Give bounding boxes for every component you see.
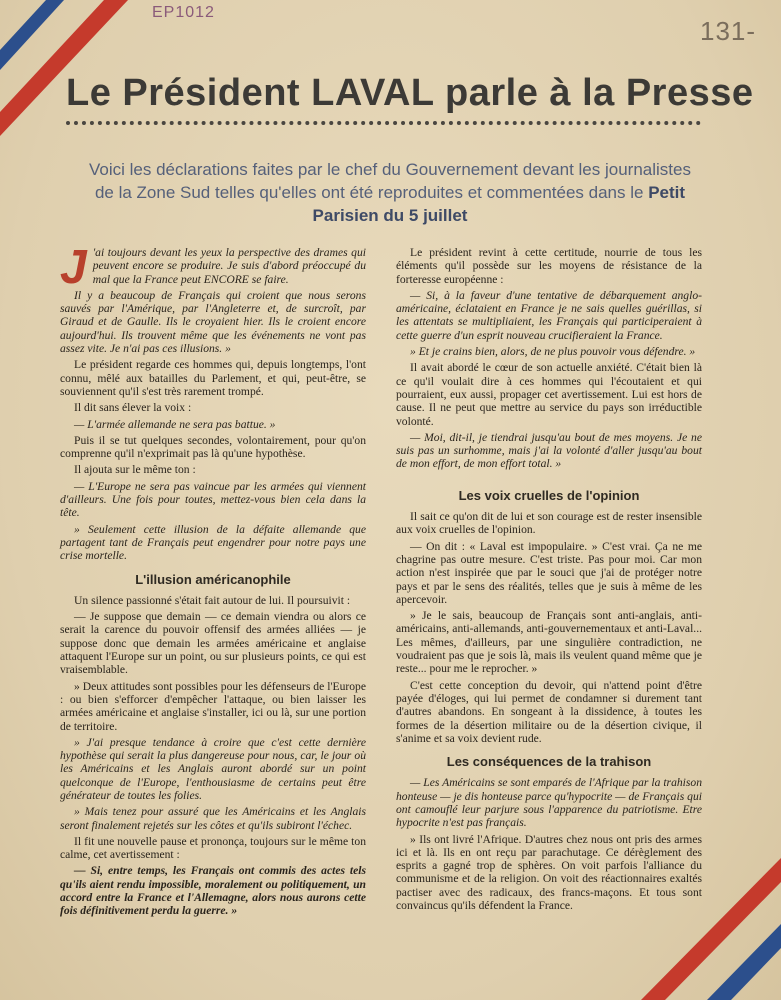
paragraph: Il dit sans élever la voix :	[74, 401, 192, 415]
right-column	[396, 246, 702, 915]
paragraph: » Je le sais, beaucoup de Français sont anti-anglais, anti-américains, anti-allemands, anti-gouvernementaux et anti-Laval... Les mêmes, d'ailleurs, par une singulière contradiction, ne voudraient pas que je sois là, mais ils veulent quand même que je reste... pour me le reprocher. »	[396, 609, 702, 676]
paragraph: Il fit une nouvelle pause et prononça, toujours sur le même ton calme, cet avertissement :	[60, 834, 366, 862]
quote-paragraph: » Et je crains bien, alors, de ne plus pouvoir vous défendre. »	[410, 345, 696, 359]
paragraph: — Je suppose que demain — ce demain viendra ou alors ce serait la carence du pouvoir offensif des armées alliées — je suppose donc que demain les armées américaine et anglaise attaquent l'Europe sur un point, ou sur plusieurs points, ce qui est vraisemblable.	[60, 610, 366, 677]
quote-paragraph: — Moi, dit-il, je tiendrai jusqu'au bout de mes moyens. Je ne suis pas un surhomme, mais j'ai la volonté d'aller jusqu'au bout de mon effort, de mon effort total. »	[396, 430, 702, 471]
quote-paragraph: — L'Europe ne sera pas vaincue par les armées qui viennent d'ailleurs. Une fois pour toutes, mettez-vous bien cela dans la tête.	[60, 479, 366, 520]
quote-paragraph: — Les Américains se sont emparés de l'Afrique par la trahison honteuse — je dis honteuse parce qu'hypocrite — de Français qui ont camouflé leur parjure sous l'apparence du patriotisme. Etre hypocrite n'est pas français.	[396, 776, 702, 830]
opening-paragraph	[60, 241, 366, 294]
paragraph: Le président revint à cette certitude, nourrie de tous les éléments qu'il possède sur les moyens de résistance de la forteresse européenne :	[396, 246, 702, 286]
section-heading: L'illusion américanophile	[135, 571, 291, 587]
quote-paragraph: » Mais tenez pour assuré que les Américains et les Anglais seront finalement rejetés sur les côtes et qu'ils subiront l'échec.	[60, 805, 366, 832]
warning-paragraph: — Si, entre temps, les Français ont commis des actes tels qu'ils aient rendu impossible, moralement ou politiquement, un accord entre la France et l'Allemagne, alors nous aurons cette fois définitivement perdu la guerre. »	[60, 864, 366, 918]
drop-cap: J	[60, 241, 87, 294]
paragraph: C'est cette conception du devoir, qui n'attend point d'être payée d'éloges, qui lui permet de condamner si durement tant d'autres abandons. En songeant à la dissidence, à toutes les formes de la désertion militaire ou de la désertion civique, il s'anime et sa voix devient rude.	[396, 678, 702, 745]
quote-paragraph: » Seulement cette illusion de la défaite allemande que partagent tant de Français peut engendrer pour notre pays une crise mortelle.	[60, 522, 366, 563]
page-title: Le Président LAVAL parle à la Presse	[66, 72, 754, 114]
title-divider	[66, 121, 701, 129]
paragraph: Puis il se tut quelques secondes, volontairement, pour qu'on comprenne qu'il n'exprimait pas là qu'une hypothèse.	[60, 433, 366, 461]
opening-text: 'ai toujours devant les yeux la perspective des drames qui peuvent encore se produire. Je suis d'abord préoccupé du mal que la France peut ENCORE se faire.	[92, 246, 366, 286]
paragraph: — On dit : « Laval est impopulaire. » C'est vrai. Ça ne me chagrine pas outre mesure. C'est triste. Pas pour moi. Car mon action n'est inspirée que par le souci que j'ai de protéger notre pays et par le sens des réalités, telles que je suis à même de les apercevoir.	[396, 539, 702, 606]
paragraph: Il ajouta sur le même ton :	[74, 463, 196, 477]
intro-text: Voici les déclarations faites par le chef du Gouvernement devant les journalistes de la Zone Sud telles qu'elles ont été reproduites et commentées dans le	[89, 160, 691, 202]
paragraph: Il y a beaucoup de Français qui croient que nous serons sauvés par l'Amérique, par l'Angleterre et, de surcroît, par Giraud et de Gaulle. Ils le croyaient hier. Ils le croient encore aujourd'hui. Ils trouvent même que les événements ne vont pas assez vite. Je n'ai pas ces illusions. »	[60, 288, 366, 356]
section-heading: Les voix cruelles de l'opinion	[458, 487, 640, 503]
archive-number: 131-	[700, 16, 757, 46]
paragraph: » Ils ont livré l'Afrique. D'autres chez nous ont pris des armes ici et là. Ils en ont reçu par parachutage. Ce dérèglement des esprits a gagné trop de sphères. On voit parfois l'alliance du communisme et de la religion. On voit des réactionnaires exaltés pactiser avec des radicaux, des francs-maçons. Et tous sont convaincus qu'ils défendent la France.	[396, 832, 702, 913]
paragraph: Il sait ce qu'on dit de lui et son courage est de rester insensible aux voix cruelles de l'opinion.	[396, 510, 702, 537]
paragraph: » Deux attitudes sont possibles pour les défenseurs de l'Europe : ou bien s'efforcer d'empêcher l'attaque, ou bien laisser les armées américaine et anglaise s'installer, ici ou là, sur une portion de territoire.	[60, 679, 366, 733]
paragraph: Il avait abordé le cœur de son actuelle anxiété. C'était bien là ce qu'il voulait dire à ces hommes qui l'écoutaient et qui pourraient, eux aussi, propager cet avertissement. Lui est hors de cause. Il ne peut que mettre au service du pays son irréductible volonté.	[396, 361, 702, 428]
intro-paragraph	[80, 158, 700, 227]
paragraph: Un silence passionné s'était fait autour de lui. Il poursuivit :	[74, 593, 351, 607]
left-column	[60, 241, 366, 921]
paragraph: Le président regarde ces hommes qui, depuis longtemps, l'ont connu, mêlé aux batailles du Parlement, et qui, peut-être, se souviennent qu'il s'est très rarement trompé.	[60, 358, 366, 398]
flag-stripe-red	[0, 0, 128, 136]
quote-paragraph: » J'ai presque tendance à croire que c'est cette dernière hypothèse qui serait la plus dangereuse pour nous, car, le jour où les Américains et les Anglais auront abordé sur un point quelconque de l'Europe, l'enthousiasme de certains peut être générateur de toutes les folies.	[60, 735, 366, 802]
quote-paragraph: — Si, à la faveur d'une tentative de débarquement anglo-américaine, éclataient en France je ne sais quelles guérillas, si les attentats se multipliaient, les Français qui participeraient à cette guerre d'un esprit nouveau crucifieraient la France.	[396, 288, 702, 342]
archive-stamp: EP1012	[152, 4, 215, 21]
quote-paragraph: — L'armée allemande ne sera pas battue. »	[74, 417, 276, 431]
section-heading: Les conséquences de la trahison	[446, 754, 652, 770]
tricolor-corner-top-left	[0, 0, 160, 140]
newspaper-reference: Petit Parisien du 5 juillet	[312, 183, 686, 225]
